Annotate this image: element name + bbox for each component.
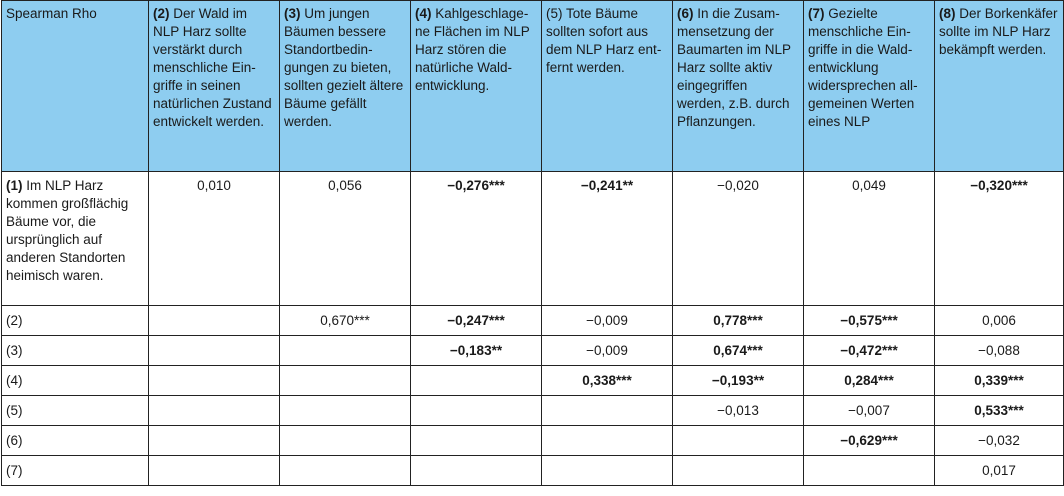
table-cell: −0,472*** bbox=[804, 336, 935, 366]
table-cell: −0,009 bbox=[542, 306, 673, 336]
row-text: (7) bbox=[6, 463, 23, 478]
table-cell bbox=[280, 396, 411, 426]
table-cell: −0,241** bbox=[542, 172, 673, 306]
table-cell: 0,006 bbox=[935, 306, 1064, 336]
table-row bbox=[2, 172, 1064, 306]
row-text: Im NLP Harz kommen großflächig Bäume vor, die ursprünglich auf anderen Standorten heimisch waren. bbox=[6, 178, 129, 283]
table-cell: −0,007 bbox=[804, 396, 935, 426]
column-text: Gezielte menschliche Eingriffe in die Waldentwicklung widersprechen allgemeinen Werten eines NLP bbox=[808, 6, 918, 129]
column-text: (5) Tote Bäume sollten sofort aus dem NLP Harz entfernt werden. bbox=[546, 6, 662, 75]
table-cell bbox=[149, 396, 280, 426]
column-text: Der Borkenkäfer sollte im NLP Harz bekämpft werden. bbox=[939, 6, 1058, 57]
column-header-2 bbox=[149, 1, 280, 172]
table-cell bbox=[149, 456, 280, 486]
table-cell: 0,339*** bbox=[935, 366, 1064, 396]
column-number: (6) bbox=[677, 6, 694, 21]
table-cell bbox=[280, 366, 411, 396]
table-row bbox=[2, 456, 1064, 486]
table-cell: −0,013 bbox=[673, 396, 804, 426]
column-number: (8) bbox=[939, 6, 956, 21]
row-text: (5) bbox=[6, 403, 23, 418]
table-cell: −0,088 bbox=[935, 336, 1064, 366]
table-cell: −0,629*** bbox=[804, 426, 935, 456]
table-cell: −0,575*** bbox=[804, 306, 935, 336]
row-label bbox=[2, 426, 149, 456]
table-cell: 0,056 bbox=[280, 172, 411, 306]
table-cell: 0,338*** bbox=[542, 366, 673, 396]
table-cell: −0,320*** bbox=[935, 172, 1064, 306]
table-cell: −0,009 bbox=[542, 336, 673, 366]
column-text: Kahlgeschlagene Flächen im NLP Harz stören die natürliche Waldentwicklung. bbox=[415, 6, 530, 93]
column-header-8 bbox=[935, 1, 1064, 172]
table-cell: 0,674*** bbox=[673, 336, 804, 366]
row-text: (4) bbox=[6, 373, 23, 388]
correlation-table bbox=[1, 0, 1064, 486]
row-label bbox=[2, 306, 149, 336]
table-cell: 0,049 bbox=[804, 172, 935, 306]
table-cell bbox=[411, 366, 542, 396]
table-cell: 0,010 bbox=[149, 172, 280, 306]
table-cell bbox=[673, 426, 804, 456]
table-cell bbox=[411, 396, 542, 426]
table-row bbox=[2, 306, 1064, 336]
header-row bbox=[2, 1, 1064, 172]
table-cell bbox=[149, 336, 280, 366]
column-number: (3) bbox=[284, 6, 301, 21]
table-cell: −0,193** bbox=[673, 366, 804, 396]
table-row bbox=[2, 396, 1064, 426]
row-text: (6) bbox=[6, 433, 23, 448]
column-number: (2) bbox=[153, 6, 170, 21]
table-cell bbox=[542, 456, 673, 486]
table-cell: 0,017 bbox=[935, 456, 1064, 486]
table-cell bbox=[804, 456, 935, 486]
row-text: (3) bbox=[6, 343, 23, 358]
column-header-3 bbox=[280, 1, 411, 172]
table-cell bbox=[149, 366, 280, 396]
table-row bbox=[2, 366, 1064, 396]
table-cell: −0,183** bbox=[411, 336, 542, 366]
table-cell: −0,276*** bbox=[411, 172, 542, 306]
table-cell bbox=[149, 426, 280, 456]
row-label bbox=[2, 396, 149, 426]
corner-header: Spearman Rho bbox=[2, 1, 149, 172]
row-label bbox=[2, 336, 149, 366]
table-cell: −0,247*** bbox=[411, 306, 542, 336]
table-cell bbox=[280, 456, 411, 486]
table-cell: 0,778*** bbox=[673, 306, 804, 336]
column-number: (4) bbox=[415, 6, 432, 21]
column-header-5 bbox=[542, 1, 673, 172]
column-text: In die Zusammensetzung der Baumarten im NLP Harz sollte aktiv eingegriffen werden, z.B. durch Pflanzungen. bbox=[677, 6, 791, 129]
row-number: (1) bbox=[6, 178, 23, 193]
column-header-7 bbox=[804, 1, 935, 172]
column-text: Der Wald im NLP Harz sollte verstärkt durch menschliche Eingriffe in seinen natürlichen Zustand entwickelt werden. bbox=[153, 6, 272, 129]
column-text: Um jungen Bäumen bessere Standortbedingungen zu bieten, sollten gezielt ältere Bäume gefällt werden. bbox=[284, 6, 404, 129]
column-header-4 bbox=[411, 1, 542, 172]
column-header-6 bbox=[673, 1, 804, 172]
table-row bbox=[2, 426, 1064, 456]
row-label bbox=[2, 456, 149, 486]
table-cell bbox=[280, 336, 411, 366]
table-cell bbox=[411, 456, 542, 486]
row-label bbox=[2, 366, 149, 396]
table-cell bbox=[149, 306, 280, 336]
table-cell: 0,284*** bbox=[804, 366, 935, 396]
table-cell bbox=[673, 456, 804, 486]
table-cell bbox=[542, 426, 673, 456]
column-number: (7) bbox=[808, 6, 825, 21]
table-cell bbox=[280, 426, 411, 456]
table-cell: −0,020 bbox=[673, 172, 804, 306]
table-cell bbox=[411, 426, 542, 456]
row-text: (2) bbox=[6, 313, 23, 328]
table-row bbox=[2, 336, 1064, 366]
row-label bbox=[2, 172, 149, 306]
table-cell: −0,032 bbox=[935, 426, 1064, 456]
table-cell: 0,533*** bbox=[935, 396, 1064, 426]
table-cell bbox=[542, 396, 673, 426]
table-cell: 0,670*** bbox=[280, 306, 411, 336]
